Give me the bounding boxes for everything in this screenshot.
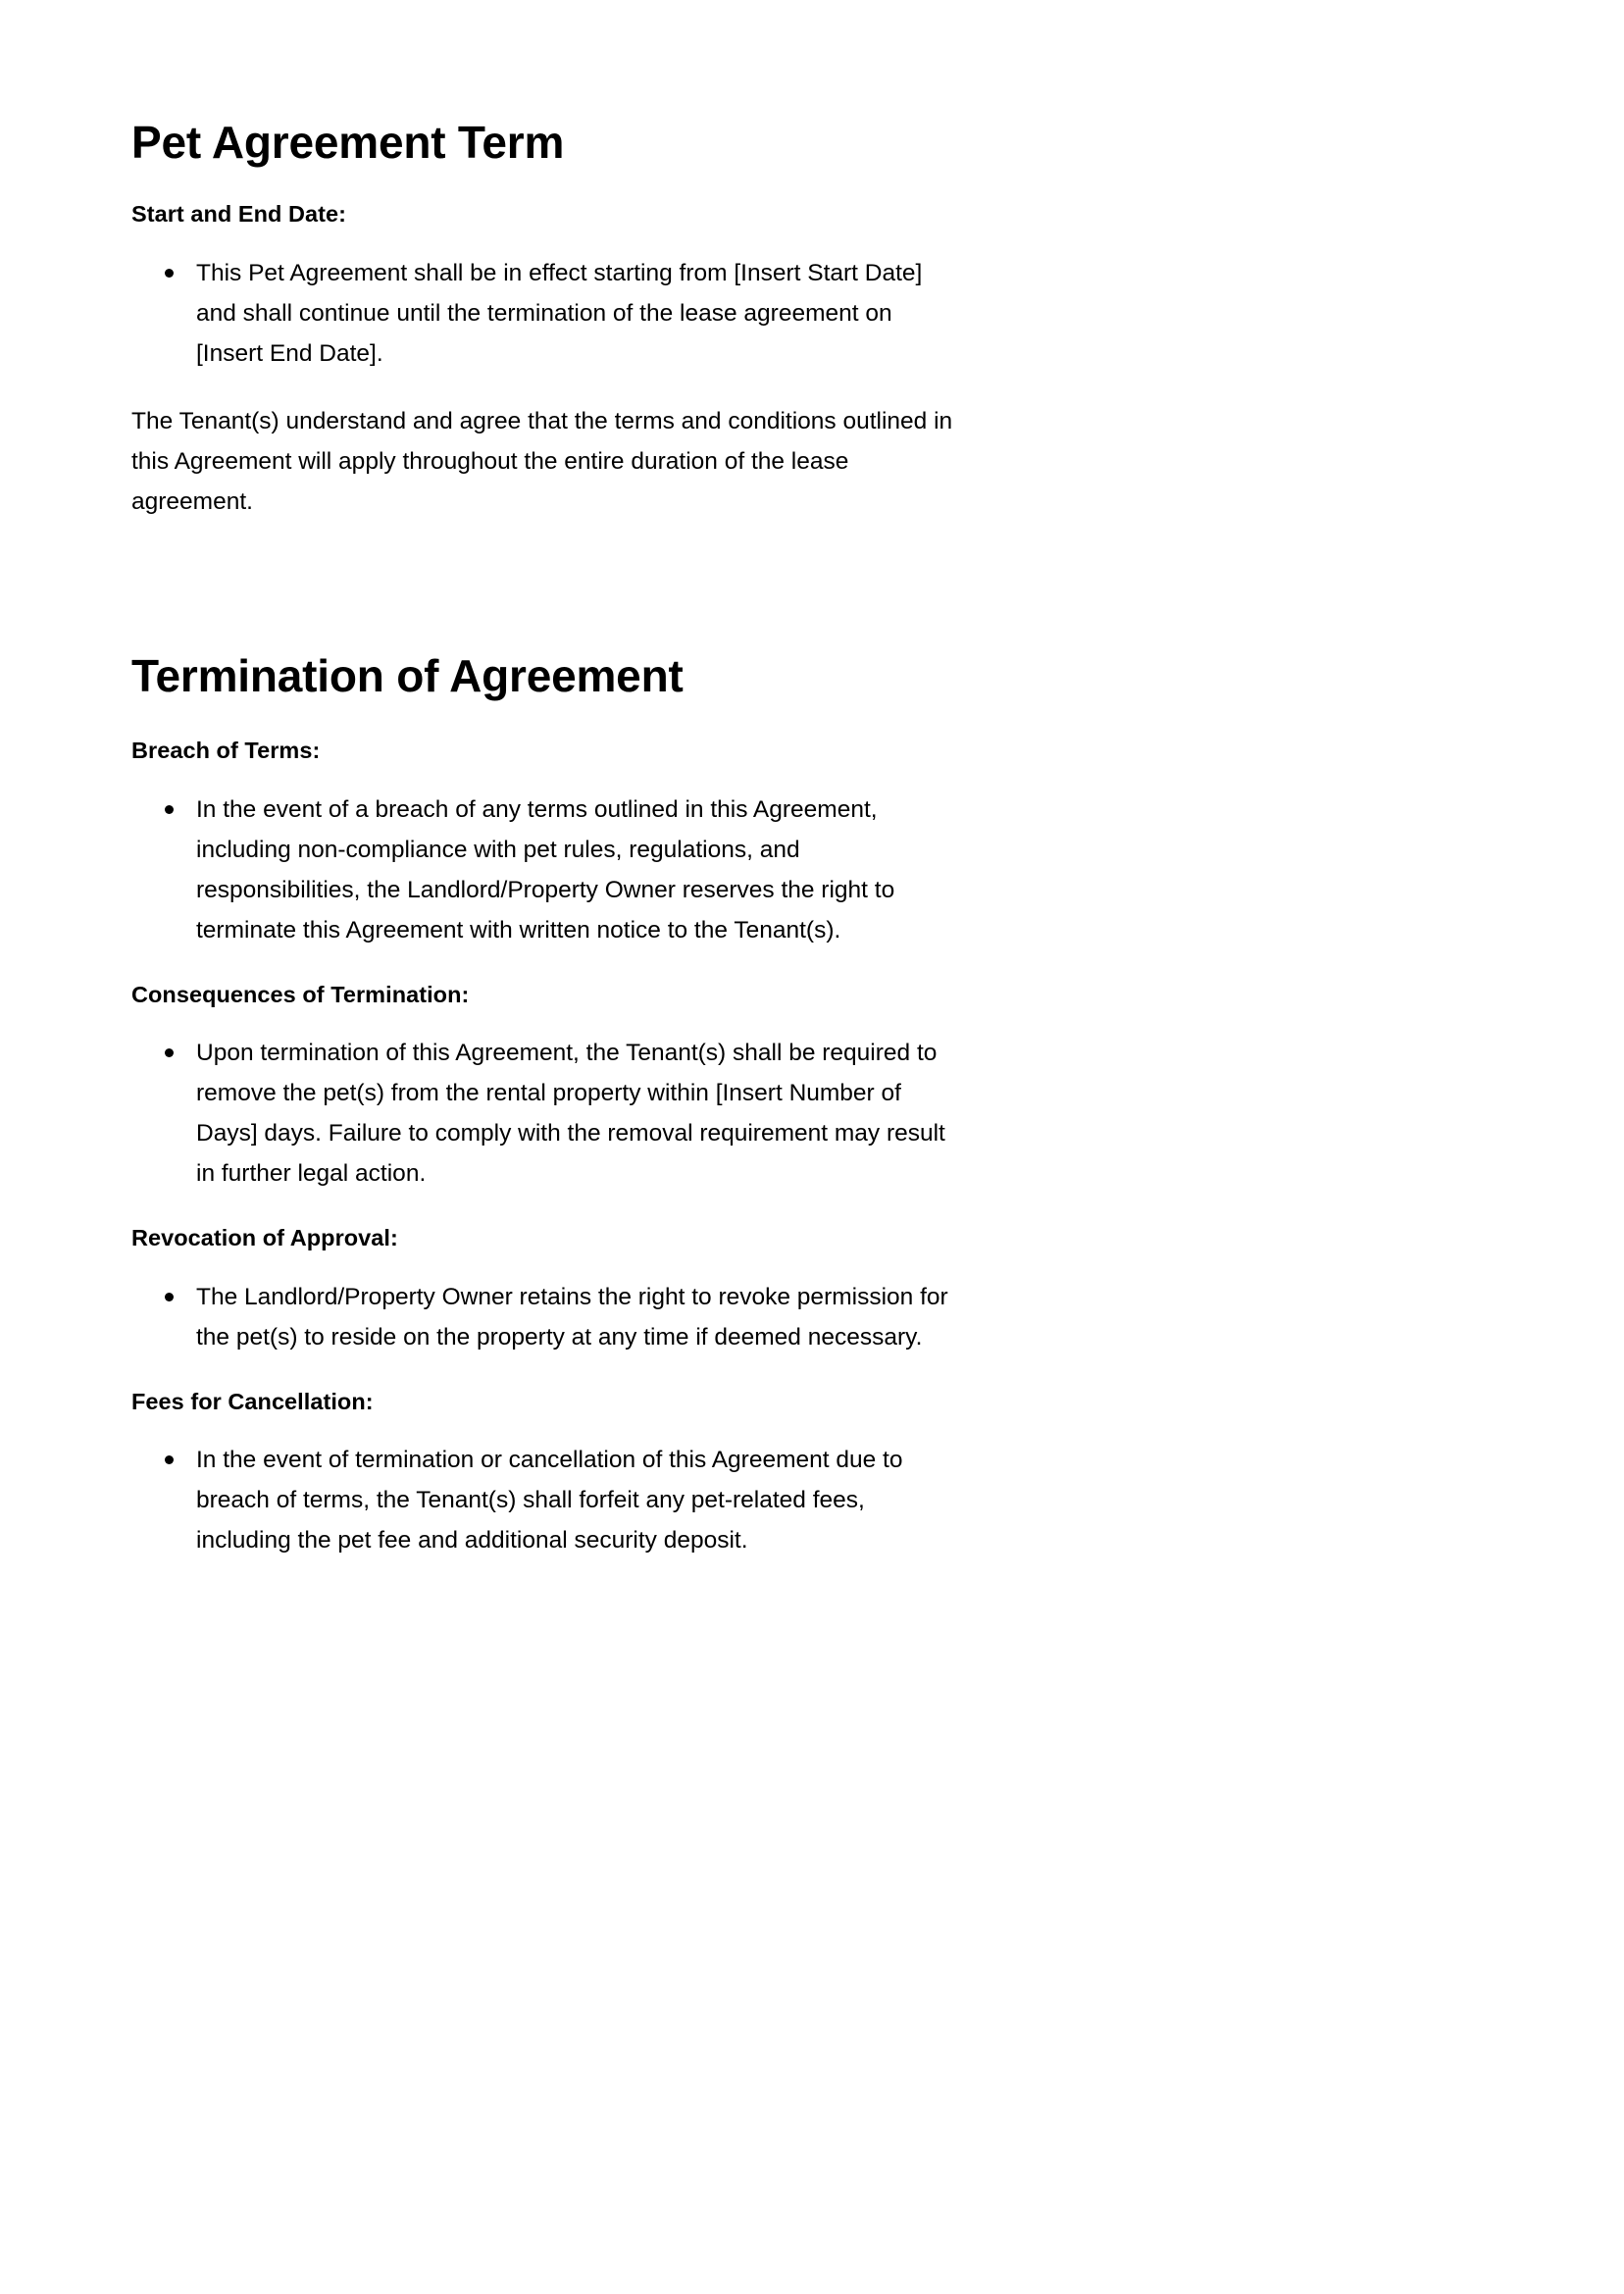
paragraph-tenant-understanding: The Tenant(s) understand and agree that the terms and conditions outlined in this Agreement will apply throughout the entire duration of the lease agreement. bbox=[131, 407, 953, 515]
bullet-dot-icon bbox=[165, 1048, 174, 1057]
list-item-text: In the event of termination or cancellation of this Agreement due to breach of terms, the Tenant(s) shall forfeit any pet-related fees, including the pet fee and additional security deposit. bbox=[196, 1447, 903, 1555]
bullet-dot-icon bbox=[165, 1455, 174, 1464]
bullet-dot-icon bbox=[165, 269, 174, 278]
list-item-text: In the event of a breach of any terms outlined in this Agreement, including non-compliance with pet rules, regulations, and responsibilities, the Landlord/Property Owner reserves the right to terminate this Agreement with written notice to the Tenant(s). bbox=[196, 795, 895, 943]
sub-heading-breach-of-terms: Breach of Terms: bbox=[131, 738, 321, 764]
bullet-dot-icon bbox=[165, 805, 174, 814]
spacer bbox=[131, 374, 963, 401]
document-content bbox=[131, 116, 963, 1560]
sub-heading-start-and-end-date: Start and End Date: bbox=[131, 201, 347, 228]
spacer bbox=[131, 169, 963, 199]
list-item bbox=[131, 1277, 963, 1357]
bullet-dot-icon bbox=[165, 1293, 174, 1301]
bullet-list-start-and-end-date bbox=[131, 253, 963, 374]
section-title-termination: Termination of Agreement bbox=[131, 649, 684, 701]
list-item bbox=[131, 253, 963, 374]
spacer bbox=[131, 1357, 963, 1387]
spacer bbox=[131, 950, 963, 980]
bullet-list-fees-for-cancellation bbox=[131, 1440, 963, 1560]
sub-heading-fees-for-cancellation: Fees for Cancellation: bbox=[131, 1388, 374, 1414]
section-spacer bbox=[131, 522, 963, 649]
spacer bbox=[131, 1253, 963, 1277]
page-title: Pet Agreement Term bbox=[131, 117, 565, 168]
sub-heading-revocation-of-approval: Revocation of Approval: bbox=[131, 1225, 398, 1251]
bullet-list-breach-of-terms bbox=[131, 790, 963, 950]
spacer bbox=[131, 1416, 963, 1440]
list-item bbox=[131, 1440, 963, 1560]
spacer bbox=[131, 229, 963, 253]
section-termination-of-agreement bbox=[131, 649, 963, 1560]
list-item-text: This Pet Agreement shall be in effect starting from [Insert Start Date] and shall continue until the termination of the lease agreement on [Insert End Date]. bbox=[196, 259, 923, 367]
sub-heading-consequences-of-termination: Consequences of Termination: bbox=[131, 981, 470, 1007]
list-item-text: Upon termination of this Agreement, the Tenant(s) shall be required to remove the pet(s) from the rental property within [Insert Number of Days] days. Failure to comply with the removal requirement may result in further legal action. bbox=[196, 1040, 945, 1188]
list-item-text: The Landlord/Property Owner retains the right to revoke permission for the pet(s) to reside on the property at any time if deemed necessary. bbox=[196, 1283, 948, 1351]
section-pet-agreement-term bbox=[131, 116, 963, 522]
spacer bbox=[131, 1009, 963, 1033]
spacer bbox=[131, 1194, 963, 1223]
bullet-list-consequences-of-termination bbox=[131, 1033, 963, 1194]
spacer bbox=[131, 766, 963, 790]
bullet-list-revocation-of-approval bbox=[131, 1277, 963, 1357]
list-item bbox=[131, 790, 963, 950]
list-item bbox=[131, 1033, 963, 1194]
spacer bbox=[131, 702, 963, 736]
